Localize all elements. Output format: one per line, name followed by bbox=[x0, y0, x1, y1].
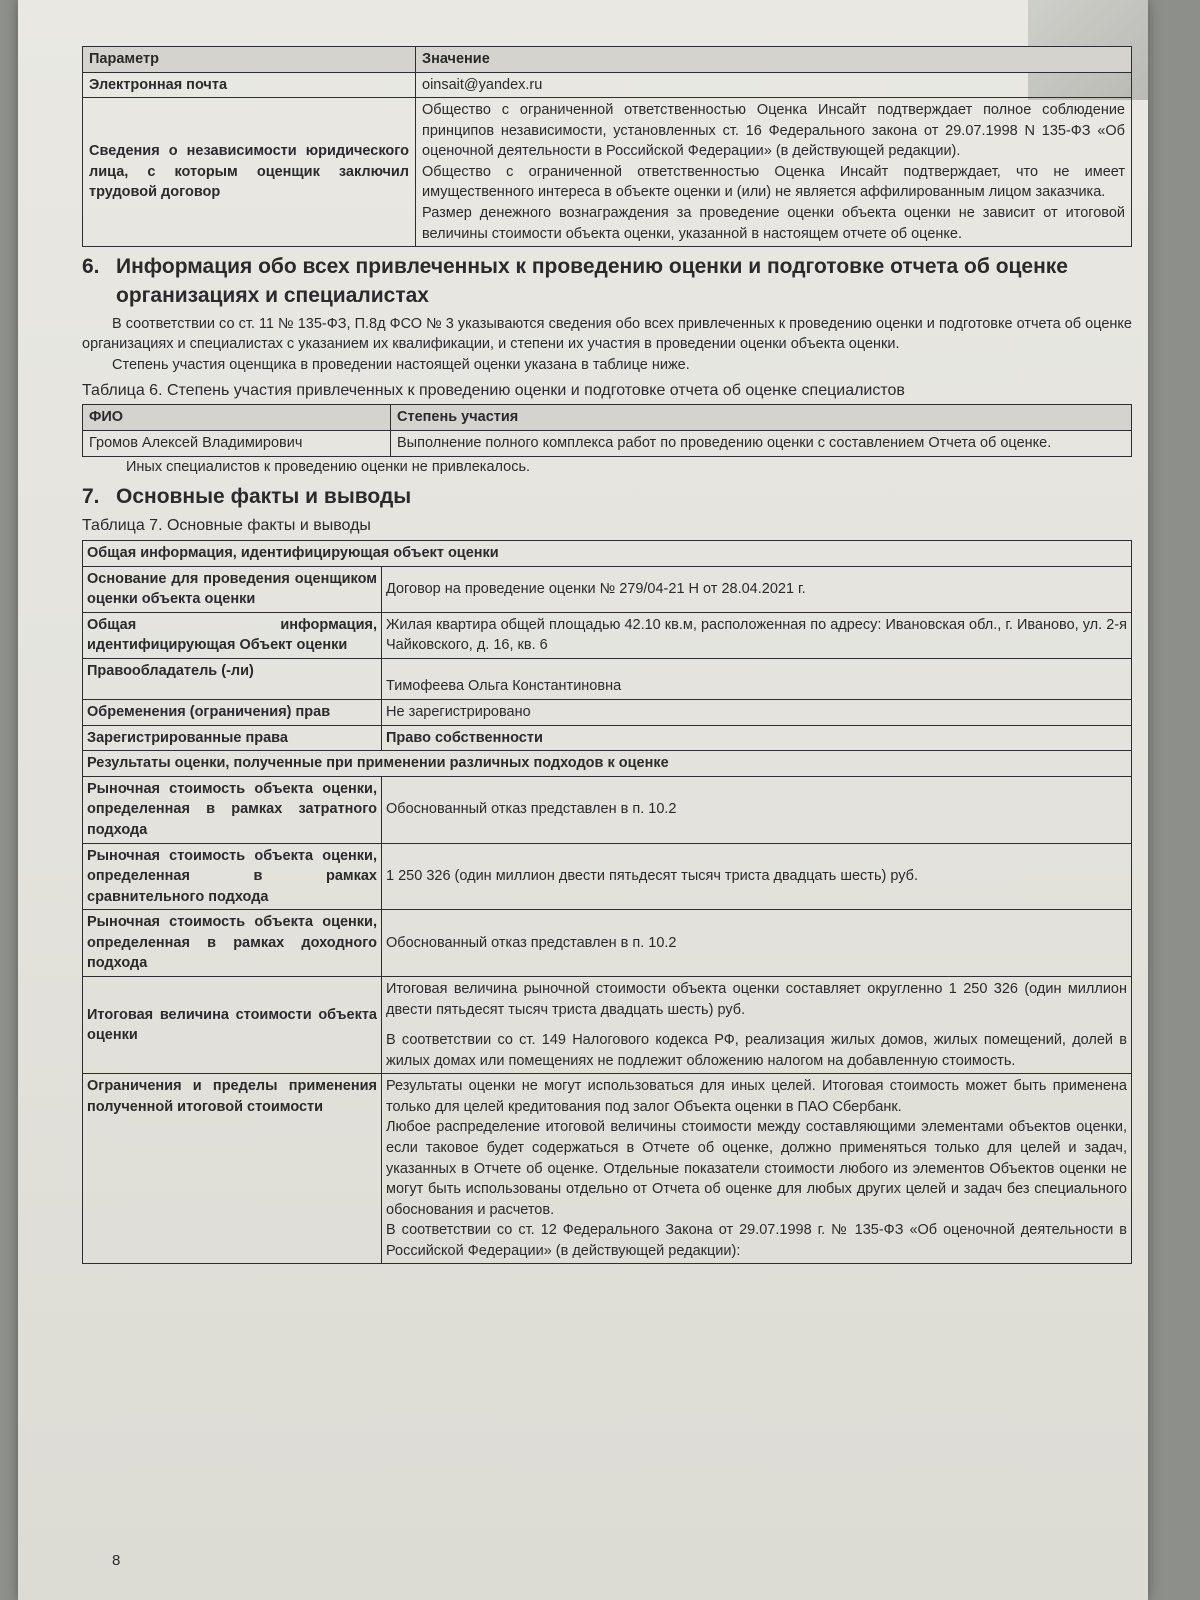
encumbrance-label: Обременения (ограничения) прав bbox=[83, 700, 382, 726]
owner-label: Правообладатель (-ли) bbox=[83, 659, 382, 700]
income-approach-label: Рыночная стоимость объекта оценки, определенная в рамках доходного подхода bbox=[83, 910, 382, 977]
email-value: oinsait@yandex.ru bbox=[416, 72, 1132, 98]
table-row bbox=[83, 566, 1132, 612]
table-row bbox=[83, 98, 1132, 247]
limits-paragraph: Результаты оценки не могут использоваться для иных целей. Итоговая стоимость может быть применена только для целей кредитования под залог Объекта оценки в ПАО Сбербанк. bbox=[386, 1078, 1127, 1115]
general-value: Жилая квартира общей площадью 42.10 кв.м, расположенная по адресу: Ивановская обл., г. Иваново, ул. 2-я Чайковского, д. 16, кв. 6 bbox=[382, 612, 1132, 658]
table-row bbox=[83, 700, 1132, 726]
independence-paragraph: Общество с ограниченной ответственностью Оценка Инсайт подтверждает, что не имеет имущественного интереса в объекте оценки и (или) не является аффилированным лицом заказчика. bbox=[422, 163, 1125, 201]
comparative-approach-label: Рыночная стоимость объекта оценки, определенная в рамках сравнительного подхода bbox=[83, 843, 382, 910]
appraiser-info-table bbox=[82, 46, 1132, 247]
section-7-heading bbox=[82, 483, 1132, 511]
table-header-row bbox=[83, 47, 1132, 73]
specialist-name: Громов Алексей Владимирович bbox=[83, 430, 391, 456]
table-row bbox=[83, 776, 1132, 843]
final-value-paragraph: Итоговая величина рыночной стоимости объекта оценки составляет округленно 1 250 326 (один миллион двести пятьдесят тысяч триста двадцать шесть) руб. bbox=[386, 980, 1127, 1018]
cost-approach-value: Обоснованный отказ представлен в п. 10.2 bbox=[382, 776, 1132, 843]
table-row bbox=[83, 612, 1132, 658]
table-row bbox=[83, 843, 1132, 910]
results-header: Результаты оценки, полученные при применении различных подходов к оценке bbox=[83, 751, 1132, 777]
paragraph: Иных специалистов к проведению оценки не привлекалось. bbox=[126, 458, 531, 475]
specialist-participation: Выполнение полного комплекса работ по проведению оценки с составлением Отчета об оценке. bbox=[391, 430, 1132, 456]
basis-value: Договор на проведение оценки № 279/04-21 Н от 28.04.2021 г. bbox=[382, 566, 1132, 612]
table-row bbox=[83, 1074, 1132, 1264]
paragraph: Степень участия оценщика в проведении настоящей оценки указана в таблице ниже. bbox=[112, 357, 690, 374]
col-name-header: ФИО bbox=[83, 405, 391, 431]
final-value bbox=[382, 976, 1132, 1073]
final-value-label: Итоговая величина стоимости объекта оценки bbox=[83, 976, 382, 1073]
table-header-row bbox=[83, 405, 1132, 431]
final-value-paragraph: В соответствии со ст. 149 Налогового кодекса РФ, реализация жилых домов, жилых помещений, долей в жилых домах или помещениях не подлежит обложению налогом на добавленную стоимость. bbox=[386, 1032, 1127, 1069]
section-6-heading bbox=[82, 253, 1132, 310]
section-title: Информация обо всех привлеченных к проведению оценки и подготовке отчета об оценке организациях и специалистах bbox=[116, 255, 1068, 307]
table-row bbox=[83, 910, 1132, 977]
rights-label: Зарегистрированные права bbox=[83, 725, 382, 751]
table-row bbox=[83, 430, 1132, 456]
limits-paragraph: В соответствии со ст. 12 Федерального Закона от 29.07.1998 г. № 135-ФЗ «Об оценочной деятельности в Российской Федерации» (в действующей редакции): bbox=[386, 1222, 1127, 1259]
comparative-approach-value: 1 250 326 (один миллион двести пятьдесят тысяч триста двадцать шесть) руб. bbox=[382, 843, 1132, 910]
section-number: 6. bbox=[82, 255, 100, 279]
independence-label: Сведения о независимости юридического лица, с которым оценщик заключил трудовой договор bbox=[83, 98, 416, 247]
col-value-header: Значение bbox=[416, 47, 1132, 73]
basis-label: Основание для проведения оценщиком оценки объекта оценки bbox=[83, 566, 382, 612]
table-caption: Таблица 6. Степень участия привлеченных к проведению оценки и подготовке отчета об оценке специалистов bbox=[82, 381, 905, 399]
limits-paragraph: Любое распределение итоговой величины стоимости между составляющими элементами объектов оценки, если таковое будет содержаться в Отчете об оценке, должно применяться только для целей и задач, указанных в Отчете об оценке. Отдельные показатели стоимости любого из элементов Объектов оценки не могут быть использованы отдельно от Отчета об оценке для любых других целей и задач без специального обоснования и расчетов. bbox=[386, 1119, 1127, 1218]
limits-value bbox=[382, 1074, 1132, 1264]
specialists-table bbox=[82, 404, 1132, 456]
paragraph: В соответствии со ст. 11 № 135-ФЗ, П.8д ФСО № 3 указываются сведения обо всех привлеченных к проведению оценки и подготовке отчета об оценке организациях и специалистах с указанием их квалификации, и степени их участия в проведении оценки объекта оценки. bbox=[82, 315, 1132, 353]
general-info-header: Общая информация, идентифицирующая объект оценки bbox=[83, 541, 1132, 567]
col-param-header: Параметр bbox=[83, 47, 416, 73]
income-approach-value: Обоснованный отказ представлен в п. 10.2 bbox=[382, 910, 1132, 977]
limits-label: Ограничения и пределы применения полученной итоговой стоимости bbox=[83, 1074, 382, 1264]
facts-table bbox=[82, 540, 1132, 1264]
table-row bbox=[83, 72, 1132, 98]
owner-value: Тимофеева Ольга Константиновна bbox=[382, 659, 1132, 700]
section-title: Основные факты и выводы bbox=[116, 485, 412, 509]
table-section-row bbox=[83, 751, 1132, 777]
table-caption: Таблица 7. Основные факты и выводы bbox=[82, 517, 371, 535]
encumbrance-value: Не зарегистрировано bbox=[382, 700, 1132, 726]
table-row bbox=[83, 725, 1132, 751]
table-section-row bbox=[83, 541, 1132, 567]
col-participation-header: Степень участия bbox=[391, 405, 1132, 431]
page-number: 8 bbox=[112, 1552, 121, 1569]
cost-approach-label: Рыночная стоимость объекта оценки, определенная в рамках затратного подхода bbox=[83, 776, 382, 843]
independence-paragraph: Общество с ограниченной ответственностью Оценка Инсайт подтверждает полное соблюдение принципов независимости, установленных ст. 16 Федерального закона от 29.07.1998 N 135-ФЗ «Об оценочной деятельности в Российской Федерации» (в действующей редакции). bbox=[422, 102, 1125, 160]
table-row bbox=[83, 659, 1132, 700]
email-label: Электронная почта bbox=[83, 72, 416, 98]
rights-value: Право собственности bbox=[382, 725, 1132, 751]
section-number: 7. bbox=[82, 485, 100, 509]
independence-value bbox=[416, 98, 1132, 247]
table-row bbox=[83, 976, 1132, 1073]
general-label: Общая информация, идентифицирующая Объект оценки bbox=[83, 612, 382, 658]
page-content bbox=[82, 46, 1132, 1264]
independence-paragraph: Размер денежного вознаграждения за проведение оценки объекта оценки не зависит от итоговой величины стоимости объекта оценки, указанной в настоящем отчете об оценке. bbox=[422, 205, 1125, 242]
